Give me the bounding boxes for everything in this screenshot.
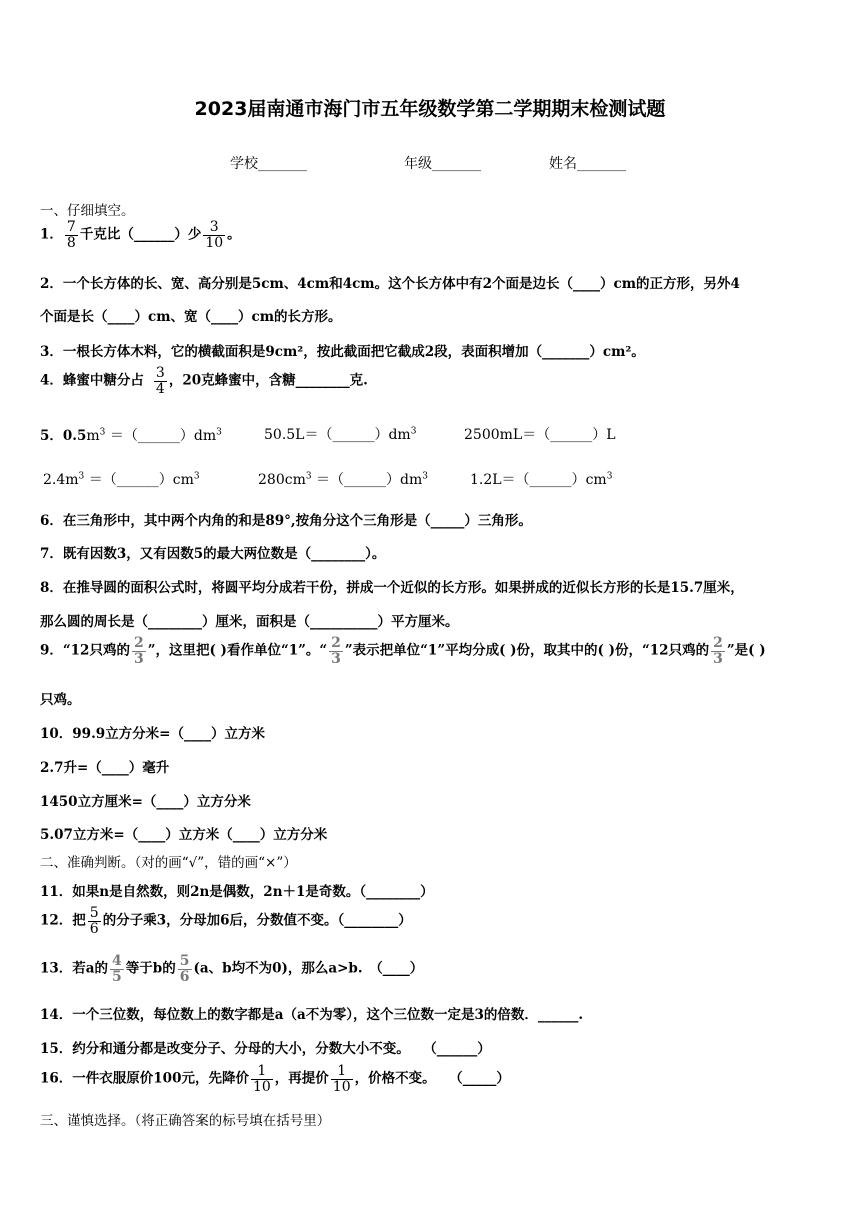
name-field: 姓名_______ xyxy=(549,156,626,172)
q9-text-c: ”表示把单位“1”平均分成( )份，取其中的( )份，“12只鸡的 xyxy=(344,642,710,659)
q5-sup-1: 3 xyxy=(99,427,106,438)
q5-unit-2: dm xyxy=(193,428,217,444)
q5-item-2-text: 50.5L＝（______） xyxy=(264,427,389,443)
q5-eq-1: ＝（______） xyxy=(105,428,194,444)
question-5-item-5 xyxy=(258,469,428,489)
q16-text-a: 16．一件衣服原价100元，先降价 xyxy=(40,1070,249,1087)
question-10-c: 1450立方厘米=（____）立方分米 xyxy=(40,794,251,810)
q5-item-3-text: 2500mL＝（______）L xyxy=(464,427,616,443)
q5-unit-5: dm xyxy=(400,472,423,488)
q5-sup-4: 3 xyxy=(78,471,85,482)
question-5-item-3 xyxy=(464,424,616,444)
q5-eq-4: ＝（______） xyxy=(84,472,173,488)
question-10-a: 10．99.9立方分米=（____）立方米 xyxy=(40,726,265,742)
section-3-heading: 三、谨慎选择。（将正确答案的标号填在括号里） xyxy=(40,1113,331,1129)
page-title: 2023届南通市海门市五年级数学第二学期期末检测试题 xyxy=(194,98,666,120)
q16-text-c: ，价格不变。 （_____） xyxy=(354,1070,510,1087)
q1-end: 。 xyxy=(227,226,241,243)
question-10-b: 2.7升=（____）毫升 xyxy=(40,760,170,776)
q13-fraction-1: $\frac{4}{5}$ xyxy=(112,953,122,985)
q5-eq-5: ＝（______） xyxy=(311,472,401,488)
q5-item-1: 5．0.5 xyxy=(40,428,87,444)
q5-sup-8: 3 xyxy=(606,471,613,482)
question-14: 14．一个三位数，每位数上的数字都是a（a不为零），这个三位数一定是3的倍数．______. xyxy=(40,1007,584,1023)
q5-item-4-text: 2.4m xyxy=(43,472,79,488)
q13-fraction-2: $\frac{5}{6}$ xyxy=(179,953,190,985)
q4-fraction: $\frac{3}{4}$ xyxy=(155,365,165,397)
q16-fraction-1: $\frac{1}{10}$ xyxy=(252,1063,271,1095)
section-1-heading: 一、仔细填空。 xyxy=(40,203,135,219)
q9-fraction-3: $\frac{2}{3}$ xyxy=(713,635,723,667)
q4-text-a: 4．蜂蜜中糖分占 xyxy=(40,372,144,389)
q4-text-b: ，20克蜂蜜中，含糖________克. xyxy=(168,372,368,389)
q5-unit-1: m xyxy=(86,428,100,444)
q5-sup-2: 3 xyxy=(216,427,222,438)
question-10-d: 5.07立方米=（____）立方米（____）立方分米 xyxy=(40,827,328,843)
q5-unit-4: cm xyxy=(172,472,194,488)
question-12 xyxy=(40,906,412,936)
question-5-item-6 xyxy=(470,469,612,489)
question-7: 7．既有因数3，又有因数5的最大两位数是（________）。 xyxy=(40,546,386,562)
grade-field: 年级_______ xyxy=(404,156,481,172)
q16-fraction-2: $\frac{1}{10}$ xyxy=(332,1063,351,1095)
q5-sup-3: 3 xyxy=(410,426,417,437)
q13-text-b: 等于b的 xyxy=(125,960,176,977)
section-2-heading: 二、准确判断。（对的画“√”，错的画“×”） xyxy=(40,855,297,871)
question-2-line-2: 个面是长（____）cm、宽（____）cm的长方形。 xyxy=(40,309,342,325)
q16-text-b: ，再提价 xyxy=(274,1070,329,1087)
question-15: 15．约分和通分都是改变分子、分母的大小，分数大小不变。 （______） xyxy=(40,1041,491,1057)
q5-sup-7: 3 xyxy=(422,471,429,482)
q13-text-a: 13．若a的 xyxy=(40,960,109,977)
q5-unit-3: dm xyxy=(388,427,411,443)
q9-fraction-2: $\frac{2}{3}$ xyxy=(331,635,341,667)
q1-fraction-2: $\frac{3}{10}$ xyxy=(205,219,224,251)
school-field: 学校_______ xyxy=(230,156,307,172)
q1-number: 1． xyxy=(40,226,63,243)
q5-sup-5: 3 xyxy=(193,471,200,482)
question-8-line-2: 那么圆的周长是（________）厘米，面积是（__________）平方厘米。 xyxy=(40,614,459,630)
q1-text: 千克比（______）少 xyxy=(79,226,202,243)
q9-fraction-1: $\frac{2}{3}$ xyxy=(133,635,144,667)
q5-item-5-text: 280cm xyxy=(258,472,306,488)
q5-unit-6: cm xyxy=(585,472,607,488)
q5-item-6-text: 1.2L＝（______） xyxy=(470,472,586,488)
question-13 xyxy=(40,954,423,984)
question-11: 11．如果n是自然数，则2n是偶数，2n＋1是奇数。（________） xyxy=(40,884,434,900)
q5-sup-6: 3 xyxy=(305,471,312,482)
q12-text-a: 12．把 xyxy=(40,912,86,929)
question-4 xyxy=(40,366,368,396)
question-5-row-1 xyxy=(40,424,222,445)
question-2-line-1: 2．一个长方体的长、宽、高分别是5cm、4cm和4cm。这个长方体中有2个面是边长（____）cm的正方形，另外4 xyxy=(40,276,740,292)
question-8-line-1: 8．在推导圆的面积公式时，将圆平均分成若干份，拼成一个近似的长方形。如果拼成的近似长方形的长是15.7厘米， xyxy=(40,580,744,596)
q9-text-d: ”是( ) xyxy=(726,642,766,659)
q9-text-a: 9．“12只鸡的 xyxy=(40,642,130,659)
q9-text-b: ”，这里把( )看作单位“1”。“ xyxy=(147,642,328,659)
q1-fraction-1: $\frac{7}{8}$ xyxy=(66,219,76,251)
question-5-item-4 xyxy=(43,469,200,489)
question-1 xyxy=(40,220,241,250)
question-9-line-1 xyxy=(40,636,766,666)
question-5-item-2 xyxy=(264,424,416,444)
q12-text-b: 的分子乘3，分母加6后，分数值不变。（________） xyxy=(102,912,412,929)
question-6: 6．在三角形中，其中两个内角的和是89°,按角分这个三角形是（_____）三角形。 xyxy=(40,513,532,529)
question-9-line-2: 只鸡。 xyxy=(40,692,81,708)
question-3: 3．一根长方体木料，它的横截面积是9cm²，按此截面把它截成2段，表面积增加（_______）cm²。 xyxy=(40,344,645,360)
q13-text-c: (a、b均不为0)，那么a>b. （____） xyxy=(193,960,424,977)
question-16 xyxy=(40,1064,510,1094)
q12-fraction: $\frac{5}{6}$ xyxy=(89,905,99,937)
